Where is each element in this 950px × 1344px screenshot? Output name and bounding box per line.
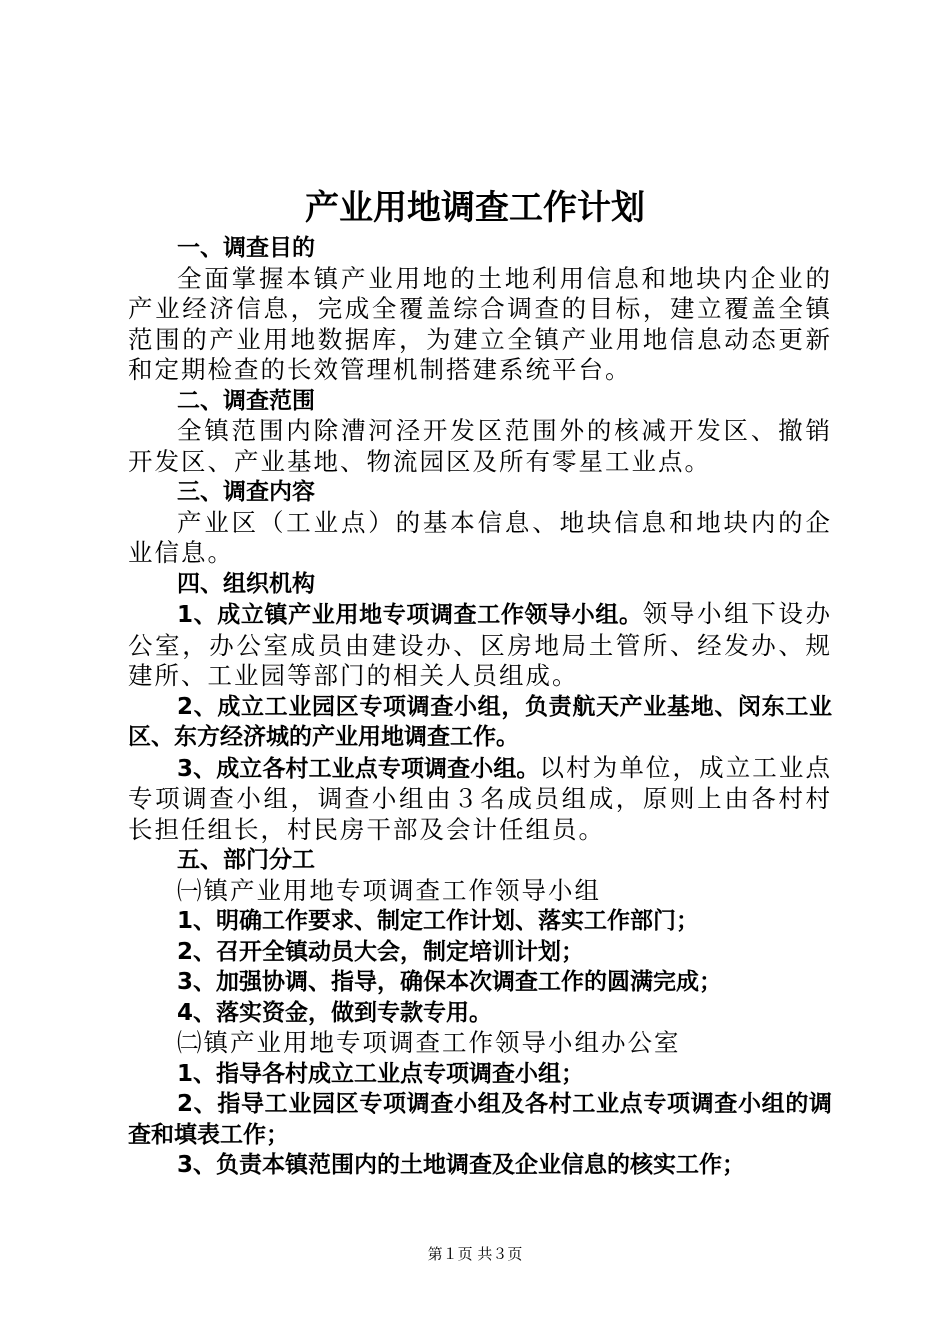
division-sub2-item-1: 1、指导各村成立工业点专项调查小组； — [177, 1060, 585, 1087]
page-footer: 第１页 共３页 — [427, 1245, 523, 1263]
division-sub2-item-3: 3、负责本镇范围内的土地调查及企业信息的核实工作； — [177, 1152, 746, 1178]
section-body-content: 产业区（工业点）的基本信息、地块信息和地块内的企业信息。 — [128, 507, 832, 567]
section-heading-content: 三、调查内容 — [177, 479, 315, 505]
section-body-purpose: 全面掌握本镇产业用地的土地利用信息和地块内企业的产业经济信息，完成全覆盖综合调查的目标，建立覆盖全镇范围的产业用地数据库，为建立全镇产业用地信息动态更新和定期检查的长效管理机制搭建系统平台。 — [128, 263, 832, 384]
document-title: 产业用地调查工作计划 — [305, 188, 645, 228]
organization-item-1-lead: 1、成立镇产业用地专项调查工作领导小组。 — [177, 602, 643, 628]
organization-item-3 — [128, 753, 832, 846]
section-heading-division: 五、部门分工 — [177, 847, 315, 873]
document-body — [128, 233, 832, 1181]
section-heading-purpose: 一、调查目的 — [177, 235, 315, 261]
organization-item-3-lead: 3、成立各村工业点专项调查小组。 — [177, 755, 540, 782]
division-sub1-item-1: 1、明确工作要求、制定工作计划、落实工作部门； — [177, 908, 700, 934]
division-sub1-item-3: 3、加强协调、指导，确保本次调查工作的圆满完成； — [177, 969, 723, 995]
organization-item-2: 2、成立工业园区专项调查小组，负责航天产业基地、闵东工业区、东方经济城的产业用地调查工作。 — [128, 693, 832, 750]
division-sub2-item-2: 2、指导工业园区专项调查小组及各村工业点专项调查小组的调查和填表工作； — [128, 1091, 832, 1148]
organization-item-1-text: 领导小组下设办公室，办公室成员由建设办、区房地局土管所、经发办、规建所、工业园等部门的相关人员组成。 — [128, 599, 832, 690]
division-sub1-item-4: 4、落实资金，做到专款专用。 — [177, 999, 493, 1026]
section-heading-scope: 二、调查范围 — [177, 387, 315, 414]
division-subheading-1: ㈠镇产业用地专项调查工作领导小组 — [177, 875, 601, 905]
organization-item-1 — [128, 599, 832, 692]
section-heading-organization: 四、组织机构 — [177, 570, 315, 597]
division-subheading-2: ㈡镇产业用地专项调查工作领导小组办公室 — [177, 1028, 681, 1057]
section-body-scope: 全镇范围内除漕河泾开发区范围外的核减开发区、撤销开发区、产业基地、物流园区及所有零星工业点。 — [128, 416, 832, 476]
division-sub1-item-2: 2、召开全镇动员大会，制定培训计划； — [177, 938, 585, 965]
organization-item-3-text: 以村为单位，成立工业点专项调查小组，调查小组由３名成员组成，原则上由各村村长担任组长，村民房干部及会计任组员。 — [128, 752, 833, 844]
